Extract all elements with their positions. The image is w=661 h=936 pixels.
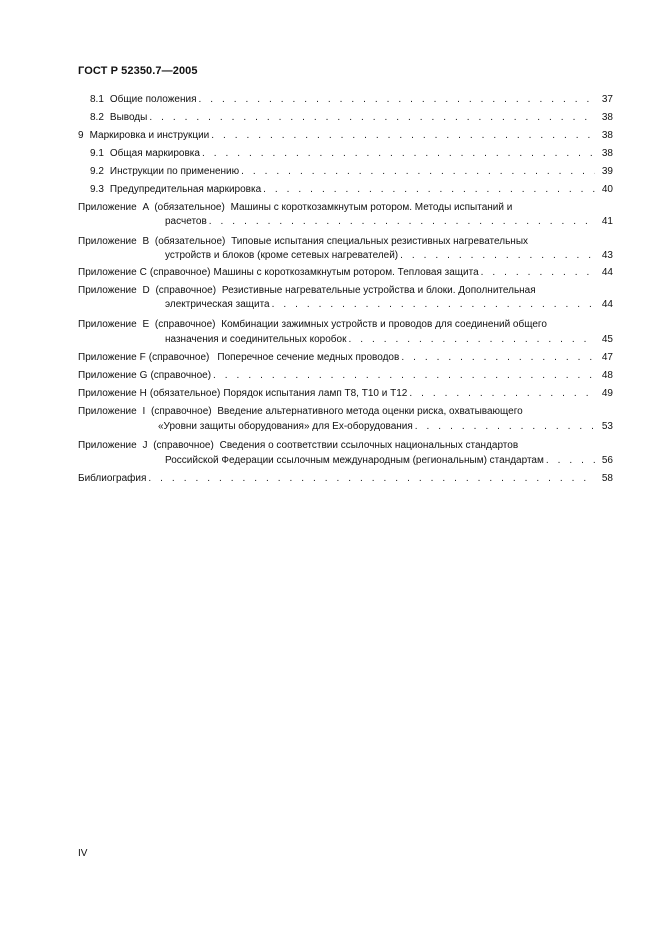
toc-page: 38 xyxy=(601,130,613,141)
dot-leader xyxy=(213,369,595,383)
toc-page: 48 xyxy=(601,370,613,381)
toc-appendix-d-line2[interactable] xyxy=(165,298,613,312)
appendix-letter: E xyxy=(142,319,150,330)
toc-page: 44 xyxy=(601,299,613,310)
appendix-label: Приложение xyxy=(78,202,137,213)
toc-appendix-j-line2[interactable] xyxy=(165,454,613,468)
toc-page: 44 xyxy=(601,267,613,278)
appendix-label: Приложение xyxy=(78,285,137,296)
toc-number: 9.1 xyxy=(90,148,104,159)
appendix-title: Порядок испытания ламп Т8, Т10 и Т12 xyxy=(223,388,408,399)
appendix-type: (обязательное) xyxy=(154,202,225,213)
appendix-title-cont: Российской Федерации ссылочным международным (региональным) стандартам xyxy=(165,455,544,466)
toc-appendix-g[interactable] xyxy=(78,369,613,383)
toc-appendix-h[interactable] xyxy=(78,387,613,401)
appendix-label: Приложение xyxy=(78,352,137,363)
toc-appendix-a-line2[interactable] xyxy=(165,215,613,229)
appendix-title-cont: «Уровни защиты оборудования» для Ex-оборудования xyxy=(158,421,413,432)
toc-title: Маркировка и инструкции xyxy=(89,130,210,141)
toc-page: 47 xyxy=(601,352,613,363)
appendix-letter: C xyxy=(139,267,147,278)
appendix-title: Комбинации зажимных устройств и проводов для соединений общего xyxy=(221,319,547,330)
toc-title: Выводы xyxy=(109,112,148,123)
toc-page: 49 xyxy=(601,388,613,399)
appendix-type: (обязательное) xyxy=(149,388,221,399)
toc-appendix-d-line1[interactable] xyxy=(78,284,613,298)
toc-page: 56 xyxy=(601,455,613,466)
dot-leader xyxy=(209,215,595,229)
toc-number: 9.3 xyxy=(90,184,104,195)
appendix-label: Приложение xyxy=(78,406,137,417)
appendix-title: Сведения о соответствии ссылочных национальных стандартов xyxy=(219,440,519,451)
toc-title: Предупредительная маркировка xyxy=(109,184,262,195)
toc-entry-9-3[interactable] xyxy=(78,183,613,197)
appendix-title: Машины с короткозамкнутым ротором. Методы испытаний и xyxy=(230,202,513,213)
appendix-type: (справочное) xyxy=(153,440,214,451)
toc-page: 37 xyxy=(601,94,613,105)
appendix-title: Машины с короткозамкнутым ротором. Тепловая защита xyxy=(213,267,479,278)
toc-page: 43 xyxy=(601,250,613,261)
appendix-letter: A xyxy=(142,202,149,213)
toc-page: 38 xyxy=(601,148,613,159)
toc-entry-9-1[interactable] xyxy=(78,147,613,161)
dot-leader xyxy=(481,266,595,280)
appendix-letter: D xyxy=(142,285,150,296)
toc-appendix-i-line2[interactable] xyxy=(158,420,613,434)
toc-title: Общие положения xyxy=(109,94,197,105)
appendix-label: Приложение xyxy=(78,440,137,451)
dot-leader xyxy=(348,333,595,347)
dot-leader xyxy=(241,165,595,179)
toc-page: 53 xyxy=(601,421,613,432)
appendix-title-cont: электрическая защита xyxy=(165,299,270,310)
appendix-label: Приложение xyxy=(78,388,137,399)
toc-title: Библиография xyxy=(78,473,147,484)
appendix-letter: I xyxy=(142,406,146,417)
toc-page: 45 xyxy=(601,334,613,345)
dot-leader xyxy=(272,298,595,312)
toc-appendix-i-line1[interactable] xyxy=(78,405,613,419)
appendix-type: (справочное) xyxy=(150,370,212,381)
dot-leader xyxy=(149,111,595,125)
appendix-title-cont: расчетов xyxy=(165,216,207,227)
toc-page: 58 xyxy=(601,473,613,484)
toc-entry-9-2[interactable] xyxy=(78,165,613,179)
appendix-letter: B xyxy=(142,236,150,247)
dot-leader xyxy=(263,183,595,197)
toc-page: 40 xyxy=(601,184,613,195)
appendix-type: (справочное) xyxy=(151,406,212,417)
toc-appendix-b-line1[interactable] xyxy=(78,235,613,249)
toc-title: Инструкции по применению xyxy=(109,166,240,177)
dot-leader xyxy=(148,472,595,486)
appendix-title: Резистивные нагревательные устройства и блоки. Дополнительная xyxy=(221,285,536,296)
toc-number: 9 xyxy=(78,130,84,141)
appendix-title: Поперечное сечение медных проводов xyxy=(217,352,400,363)
toc-entry-9[interactable] xyxy=(78,129,613,143)
appendix-letter: G xyxy=(139,370,148,381)
toc-title: Общая маркировка xyxy=(109,148,200,159)
toc-page: 39 xyxy=(601,166,613,177)
toc-entry-8-1[interactable] xyxy=(78,93,613,107)
dot-leader xyxy=(199,93,596,107)
toc-entry-8-2[interactable] xyxy=(78,111,613,125)
appendix-title: Введение альтернативного метода оценки риска, охватывающего xyxy=(217,406,523,417)
dot-leader xyxy=(400,249,595,263)
toc-appendix-f[interactable] xyxy=(78,351,613,365)
appendix-type: (справочное) xyxy=(149,267,211,278)
toc-appendix-e-line2[interactable] xyxy=(165,333,613,347)
document-header: ГОСТ Р 52350.7—2005 xyxy=(78,65,198,77)
toc-number: 8.2 xyxy=(90,112,104,123)
toc-page: 41 xyxy=(601,216,613,227)
toc-appendix-a-line1[interactable] xyxy=(78,201,613,215)
appendix-type: (справочное) xyxy=(148,352,210,363)
appendix-letter: F xyxy=(139,352,146,363)
appendix-type: (справочное) xyxy=(154,319,216,330)
appendix-label: Приложение xyxy=(78,267,137,278)
appendix-title-cont: назначения и соединительных коробок xyxy=(165,334,347,345)
toc-bibliography[interactable] xyxy=(78,472,613,486)
dot-leader xyxy=(415,420,595,434)
appendix-title: Типовые испытания специальных резистивных нагревательных xyxy=(231,236,529,247)
appendix-label: Приложение xyxy=(78,236,137,247)
appendix-label: Приложение xyxy=(78,319,137,330)
appendix-letter: H xyxy=(139,388,147,399)
toc-number: 9.2 xyxy=(90,166,104,177)
toc-number: 8.1 xyxy=(90,94,104,105)
toc-appendix-e-line1[interactable] xyxy=(78,318,613,332)
appendix-label: Приложение xyxy=(78,370,137,381)
toc-appendix-c[interactable] xyxy=(78,266,613,280)
dot-leader xyxy=(401,351,595,365)
appendix-type: (справочное) xyxy=(155,285,217,296)
dot-leader xyxy=(409,387,595,401)
page-number: IV xyxy=(78,848,88,859)
toc-page: 38 xyxy=(601,112,613,123)
appendix-title-cont: устройств и блоков (кроме сетевых нагревателей) xyxy=(165,250,399,261)
appendix-type: (обязательное) xyxy=(154,236,226,247)
dot-leader xyxy=(546,454,595,468)
dot-leader xyxy=(202,147,595,161)
toc-appendix-b-line2[interactable] xyxy=(165,249,613,263)
toc-appendix-j-line1[interactable] xyxy=(78,439,613,453)
appendix-letter: J xyxy=(142,440,148,451)
dot-leader xyxy=(211,129,595,143)
